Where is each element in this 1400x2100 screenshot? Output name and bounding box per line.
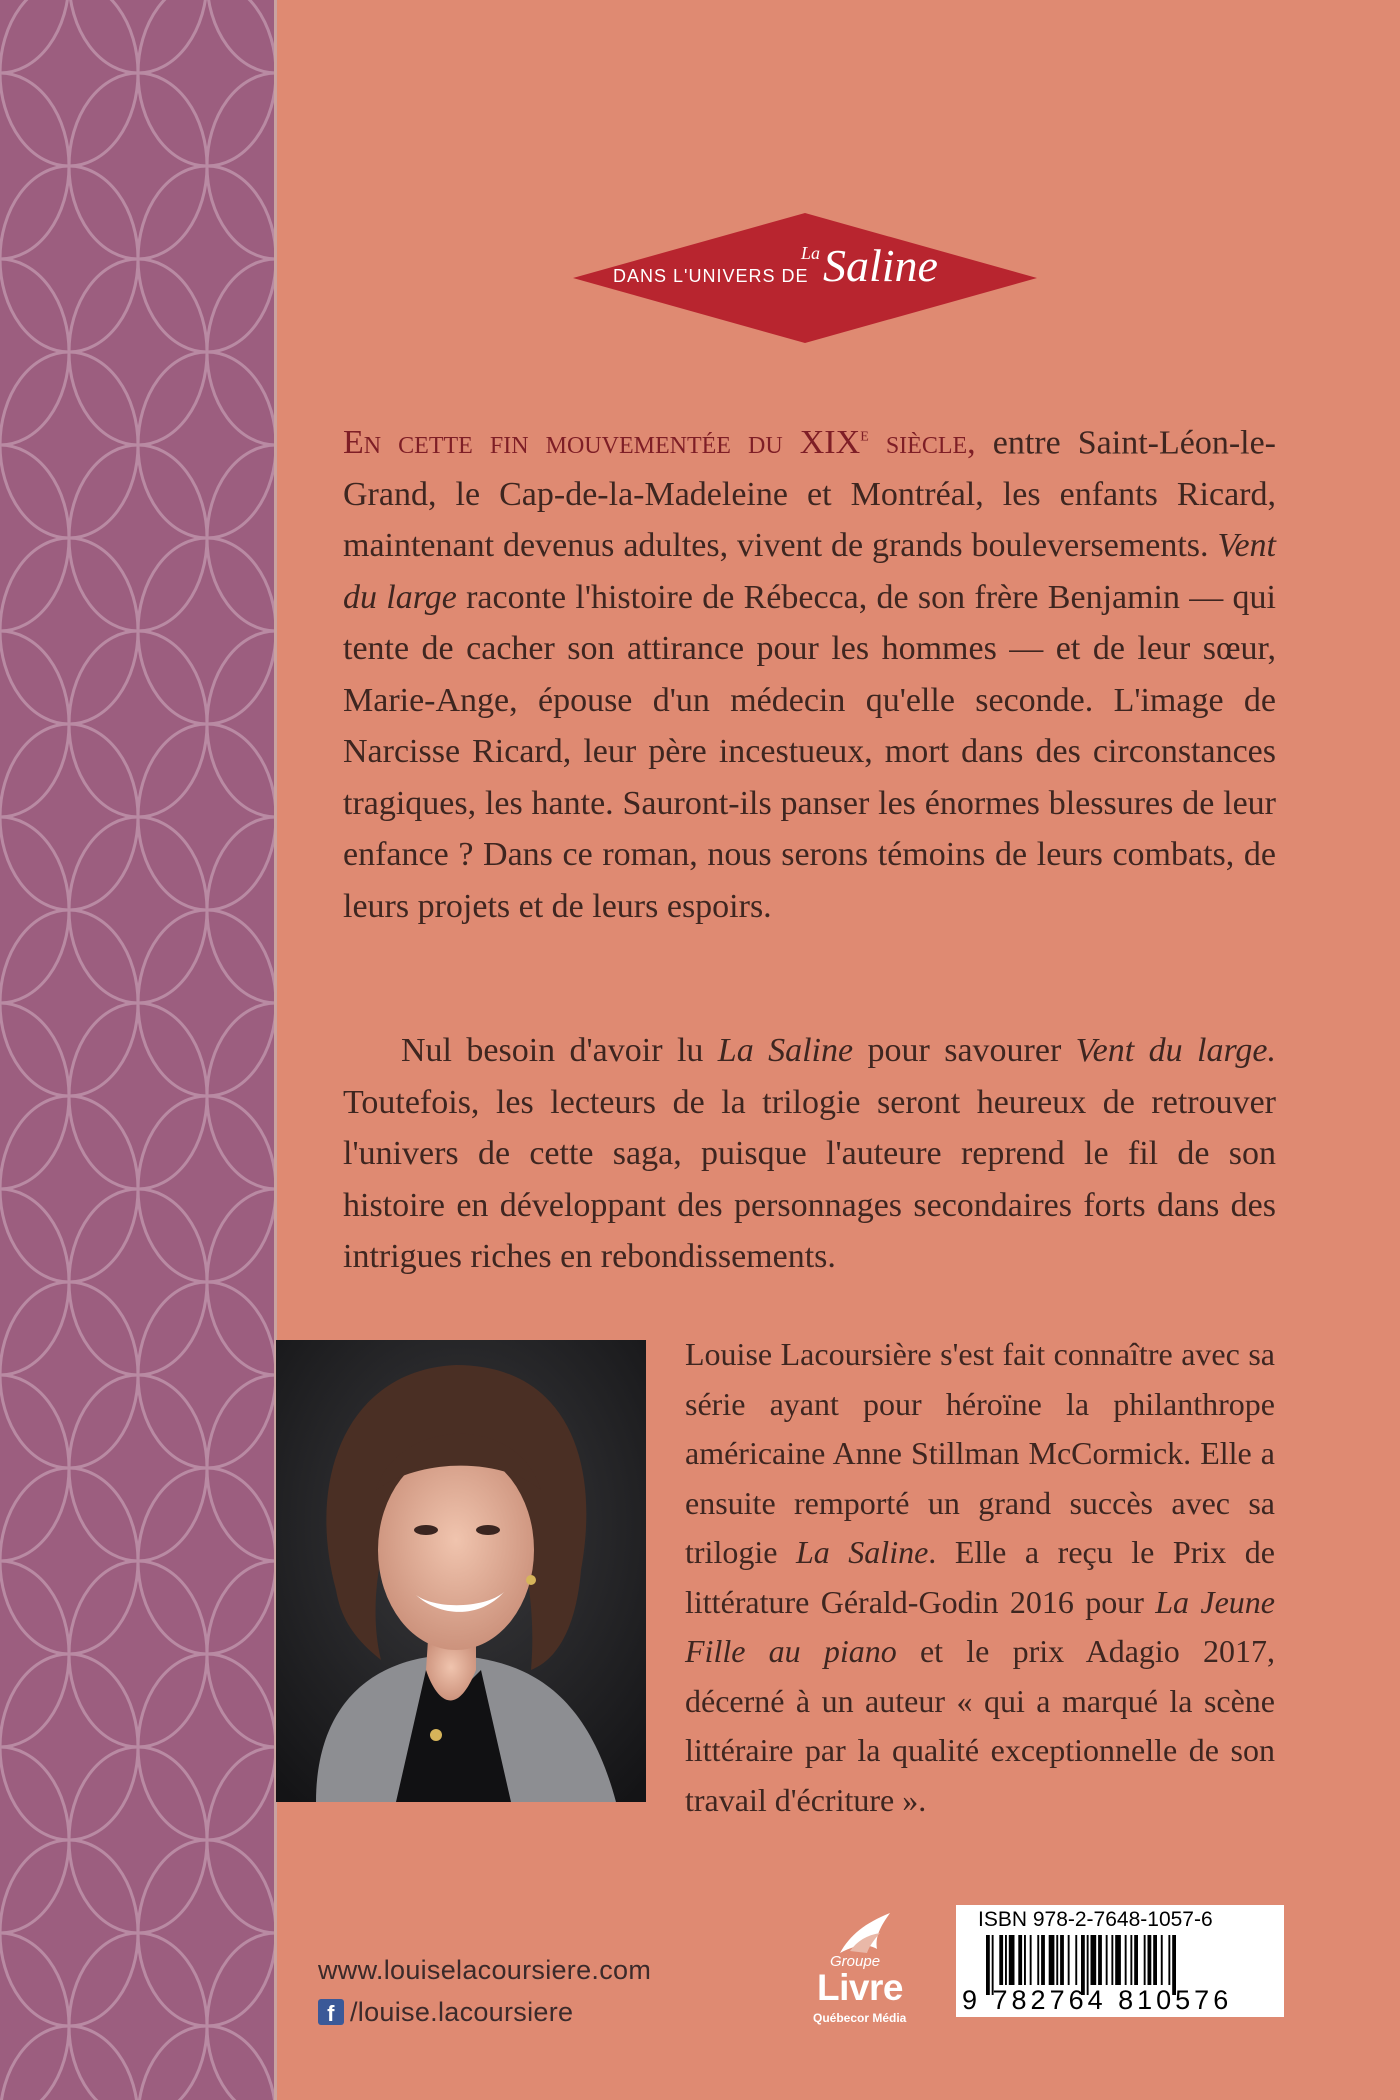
- banner-series-title: Saline: [823, 240, 938, 291]
- bio-book-title: La Jeune Fille au piano: [685, 1583, 1276, 1669]
- synopsis-lead-in: En cette fin mouvementée du XIXe siècle,: [343, 424, 976, 462]
- barcode-bar: [1075, 1935, 1077, 1985]
- publisher-group-label: Groupe: [830, 1953, 881, 1970]
- barcode-bar: [1091, 1935, 1097, 1985]
- banner-prefix: DANS L'UNIVERS DE: [613, 266, 809, 286]
- barcode-bar: [1024, 1935, 1026, 1985]
- isbn-label: ISBN 978-2-7648-1057-6: [978, 1908, 1213, 1931]
- synopsis-paragraph-1: En cette fin mouvementée du XIXe siècle, entre Saint-Léon-le-Grand, le Cap-de-la-Madeleine et Montréal, les enfants Ricard, maintenant devenus adultes, vivent de grands bouleversements. Vent du large raconte l'histoire de Rébecca, de son frère Benjamin — qui tente de cacher son attirance pour les hommes — et de leur sœur, Marie-Ange, épouse d'un médecin qu'elle seconde. L'image de Narcisse Ricard, leur père incestueux, mort dans des circonstances tragiques, les hante. Sauront-ils panser les énormes blessures de leur enfance ? Dans ce roman, nous serons témoins de leurs combats, de leurs projets et de leurs espoirs.: [343, 424, 1277, 925]
- barcode-bar: [1068, 1935, 1070, 1985]
- barcode-digits: 9 782764 810576: [962, 1985, 1233, 2015]
- decorative-side-band: [0, 0, 276, 2100]
- barcode-bar: [1056, 1935, 1058, 1985]
- author-website-link[interactable]: www.louiselacoursiere.com: [318, 1955, 652, 1985]
- facebook-icon: f: [318, 1999, 344, 2025]
- barcode-bar: [1041, 1935, 1045, 1985]
- banner-title-article: La: [801, 243, 821, 263]
- barcode-bar: [1037, 1935, 1039, 1985]
- series-title-ref: La Saline: [717, 1032, 854, 1069]
- author-photo: [276, 1340, 646, 1802]
- barcode-bar: [1168, 1935, 1170, 1985]
- barcode-bar: [1148, 1935, 1152, 1985]
- book-title-ref: Vent du large.: [1075, 1032, 1277, 1069]
- publisher-parent: Québecor Média: [813, 2011, 907, 2025]
- barcode-bar: [1106, 1935, 1108, 1985]
- barcode-bar: [1115, 1935, 1121, 1985]
- facebook-handle: /louise.lacoursiere: [350, 1996, 574, 2027]
- book-title: Vent du large: [343, 527, 1276, 616]
- series-banner: [573, 213, 1037, 343]
- isbn-barcode: [956, 1905, 1284, 2017]
- barcode-bar: [999, 1935, 1003, 1985]
- author-bio: Louise Lacoursière s'est fait connaître avec sa série ayant pour héroïne la philanthrope américaine Anne Stillman McCormick. Elle a ensuite remporté un grand succès avec sa trilogie La Saline. Elle a reçu le Prix de littérature Gérald-Godin 2016 pour La Jeune Fille au piano et le prix Adagio 2017, décerné à un auteur « qui a marqué la scène littéraire par la qualité exceptionnelle de son travail d'écriture ».: [685, 1336, 1276, 1818]
- barcode-bar: [1098, 1935, 1102, 1985]
- barcode-bar: [1018, 1935, 1022, 1985]
- publisher-logo: [795, 1905, 945, 2055]
- barcode-bar: [1009, 1935, 1015, 1985]
- barcode-bar: [1130, 1935, 1132, 1985]
- lattice-pattern: [0, 0, 276, 2100]
- barcode-bar: [1005, 1935, 1007, 1985]
- publisher-name: Livre: [817, 1967, 903, 2008]
- barcode-bar: [1144, 1935, 1146, 1985]
- barcode-bar: [1060, 1935, 1064, 1985]
- facebook-link[interactable]: [318, 1995, 573, 2029]
- barcode-bar: [1030, 1935, 1032, 1985]
- barcode-bar: [1153, 1935, 1157, 1985]
- barcode-bar: [1125, 1935, 1127, 1985]
- bio-series-title: La Saline: [795, 1534, 929, 1570]
- barcode-bar: [1111, 1935, 1113, 1985]
- barcode-bar: [1161, 1935, 1163, 1985]
- synopsis-paragraph-2: Nul besoin d'avoir lu La Saline pour savourer Vent du large. Toutefois, les lecteurs de la trilogie seront heureux de retrouver l'univers de cette saga, puisque l'auteure reprend le fil de son histoire en développant des personnages secondaires forts dans des intrigues riches en rebondissements.: [343, 1032, 1277, 1275]
- barcode-bar: [1049, 1935, 1055, 1985]
- barcode-bar: [1134, 1935, 1138, 1985]
